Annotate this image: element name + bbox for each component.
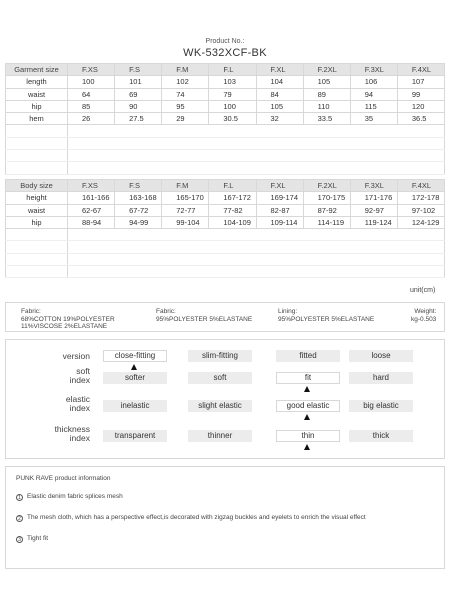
- table-cell: 97-102: [397, 204, 444, 216]
- table-cell: 120: [397, 100, 444, 112]
- scale-option: close-fitting: [103, 350, 167, 362]
- row-label: hem: [6, 113, 68, 125]
- scale-label-line2: index: [69, 402, 90, 413]
- scale-label-line2: index: [69, 374, 90, 385]
- table-row: [6, 100, 445, 112]
- info-item-text: The mesh cloth, which has a perspective effect,is decorated with zigzag buckles and eyelets to enrich the visual effect: [27, 514, 366, 521]
- scale-option: thin: [276, 430, 340, 442]
- lining-label: Lining:: [278, 308, 298, 315]
- row-label: hip: [6, 100, 68, 112]
- table-cell: 163-168: [115, 192, 162, 204]
- scale-option: soft: [188, 372, 252, 384]
- scale-option: thinner: [188, 430, 252, 442]
- table-cell: 100: [209, 100, 256, 112]
- size-header: F.4XL: [397, 180, 444, 192]
- table-cell: 99: [397, 88, 444, 100]
- weight-label: Weight:: [414, 308, 437, 315]
- empty-row: [6, 137, 445, 149]
- table-cell: 95: [162, 100, 209, 112]
- body-size-header-label: Body size: [6, 180, 68, 192]
- fabric-2: [156, 308, 252, 323]
- size-header: F.XL: [256, 64, 303, 76]
- selection-marker-icon: [304, 414, 310, 420]
- table-cell: 92-97: [350, 204, 397, 216]
- table-cell: 62-67: [68, 204, 115, 216]
- table-cell: 115: [350, 100, 397, 112]
- table-row: [6, 88, 445, 100]
- table-cell: 100: [68, 76, 115, 88]
- size-header: F.S: [115, 180, 162, 192]
- row-label: hip: [6, 216, 68, 228]
- table-cell: 94: [350, 88, 397, 100]
- table-cell: 94-99: [115, 216, 162, 228]
- selection-marker-icon: [131, 364, 137, 370]
- lining: [278, 308, 374, 323]
- index-scales-panel: [5, 339, 445, 459]
- table-cell: 84: [256, 88, 303, 100]
- size-header: F.L: [209, 64, 256, 76]
- scale-label: [66, 395, 90, 412]
- scale-option: inelastic: [103, 400, 167, 412]
- empty-row: [6, 125, 445, 137]
- empty-row: [6, 162, 445, 174]
- empty-row: [6, 229, 445, 241]
- table-cell: 72-77: [162, 204, 209, 216]
- table-cell: 79: [209, 88, 256, 100]
- product-code: WK-532XCF-BK: [183, 47, 267, 59]
- size-header: F.3XL: [350, 64, 397, 76]
- table-cell: 106: [350, 76, 397, 88]
- list-item: [16, 535, 48, 543]
- table-cell: 105: [303, 76, 350, 88]
- scale-label-line2: index: [69, 432, 90, 443]
- product-info-title: PUNK RAVE product information: [16, 475, 111, 482]
- table-cell: 32: [256, 113, 303, 125]
- selection-marker-icon: [304, 444, 310, 450]
- size-header: F.2XL: [303, 180, 350, 192]
- table-cell: 99-104: [162, 216, 209, 228]
- body-size-table: [5, 179, 445, 278]
- garment-size-table: [5, 63, 445, 175]
- number-circle-icon: 2: [16, 515, 23, 522]
- table-cell: 74: [162, 88, 209, 100]
- empty-row: [6, 241, 445, 253]
- garment-size-header-row: [6, 64, 445, 76]
- scale-label-line1: elastic: [65, 394, 90, 404]
- empty-row: [6, 266, 445, 278]
- table-cell: 87-92: [303, 204, 350, 216]
- list-item: [16, 493, 123, 501]
- table-cell: 165-170: [162, 192, 209, 204]
- size-header: F.M: [162, 180, 209, 192]
- table-row: [6, 76, 445, 88]
- scale-label-line1: version: [62, 351, 90, 361]
- row-label: height: [6, 192, 68, 204]
- scale-label: [55, 425, 90, 442]
- table-cell: 77-82: [209, 204, 256, 216]
- scale-label-line1: soft: [76, 366, 90, 376]
- fabric-2-label: Fabric:: [156, 308, 176, 315]
- table-cell: 167-172: [209, 192, 256, 204]
- selection-marker-icon: [304, 386, 310, 392]
- row-label: waist: [6, 204, 68, 216]
- scale-option: hard: [349, 372, 413, 384]
- table-cell: 114-119: [303, 216, 350, 228]
- fabric-1-line2: 11%VISCOSE 2%ELASTANE: [21, 323, 108, 330]
- table-cell: 88-94: [68, 216, 115, 228]
- size-header: F.XL: [256, 180, 303, 192]
- table-cell: 170-175: [303, 192, 350, 204]
- fabric-1-line1: 68%COTTON 19%POLYESTER: [21, 315, 115, 323]
- size-header: F.4XL: [397, 64, 444, 76]
- table-cell: 69: [115, 88, 162, 100]
- size-header: F.S: [115, 64, 162, 76]
- table-cell: 101: [115, 76, 162, 88]
- fabric-1-label: Fabric:: [21, 308, 41, 315]
- table-row: [6, 192, 445, 204]
- table-cell: 169-174: [256, 192, 303, 204]
- body-size-header-row: [6, 180, 445, 192]
- list-item: [16, 514, 366, 522]
- product-info-panel: [5, 466, 445, 569]
- table-cell: 30.5: [209, 113, 256, 125]
- empty-row: [6, 150, 445, 162]
- table-cell: 36.5: [397, 113, 444, 125]
- weight-value: kg-0.503: [411, 315, 437, 323]
- size-header: F.2XL: [303, 64, 350, 76]
- table-cell: 161-166: [68, 192, 115, 204]
- size-header: F.XS: [68, 180, 115, 192]
- garment-size-header-label: Garment size: [6, 64, 68, 76]
- scale-option: slight elastic: [188, 400, 252, 412]
- row-label: length: [6, 76, 68, 88]
- scale-option: slim-fitting: [188, 350, 252, 362]
- row-label: waist: [6, 88, 68, 100]
- table-cell: 26: [68, 113, 115, 125]
- info-item-text: Tight fit: [27, 535, 49, 542]
- info-item-text: Elastic denim fabric splices mesh: [27, 493, 123, 500]
- scale-option: softer: [103, 372, 167, 384]
- table-cell: 105: [256, 100, 303, 112]
- size-header: F.XS: [68, 64, 115, 76]
- table-cell: 172-178: [397, 192, 444, 204]
- table-cell: 102: [162, 76, 209, 88]
- table-cell: 107: [397, 76, 444, 88]
- table-cell: 33.5: [303, 113, 350, 125]
- scale-label: [63, 352, 90, 361]
- number-circle-icon: 3: [16, 536, 23, 543]
- scale-option: transparent: [103, 430, 167, 442]
- unit-label: unit(cm): [410, 287, 436, 294]
- table-cell: 29: [162, 113, 209, 125]
- table-cell: 119-124: [350, 216, 397, 228]
- table-cell: 124-129: [397, 216, 444, 228]
- number-circle-icon: 1: [16, 494, 23, 501]
- scale-option: fit: [276, 372, 340, 384]
- scale-label: [70, 367, 90, 384]
- size-header: F.M: [162, 64, 209, 76]
- product-number-label: Product No.:: [205, 38, 245, 45]
- table-cell: 85: [68, 100, 115, 112]
- table-cell: 67-72: [115, 204, 162, 216]
- empty-row: [6, 253, 445, 265]
- table-cell: 64: [68, 88, 115, 100]
- scale-option: loose: [349, 350, 413, 362]
- table-cell: 82-87: [256, 204, 303, 216]
- table-cell: 27.5: [115, 113, 162, 125]
- scale-option: big elastic: [349, 400, 413, 412]
- table-row: [6, 204, 445, 216]
- table-cell: 35: [350, 113, 397, 125]
- scale-option: good elastic: [276, 400, 340, 412]
- table-cell: 110: [303, 100, 350, 112]
- scale-option: thick: [349, 430, 413, 442]
- table-cell: 109-114: [256, 216, 303, 228]
- table-cell: 90: [115, 100, 162, 112]
- table-cell: 171-176: [350, 192, 397, 204]
- scale-label-line1: thickness: [54, 424, 90, 434]
- lining-line1: 95%POLYESTER 5%ELASTANE: [278, 315, 375, 323]
- size-header: F.L: [209, 180, 256, 192]
- table-row: [6, 113, 445, 125]
- table-cell: 104-109: [209, 216, 256, 228]
- fabric-2-line1: 95%POLYESTER 5%ELASTANE: [156, 315, 253, 323]
- table-cell: 103: [209, 76, 256, 88]
- size-header: F.3XL: [350, 180, 397, 192]
- table-cell: 89: [303, 88, 350, 100]
- weight: [411, 308, 436, 323]
- table-row: [6, 216, 445, 228]
- fabric-1: [21, 308, 115, 331]
- table-cell: 104: [256, 76, 303, 88]
- scale-option: fitted: [276, 350, 340, 362]
- fabric-panel: [5, 302, 445, 332]
